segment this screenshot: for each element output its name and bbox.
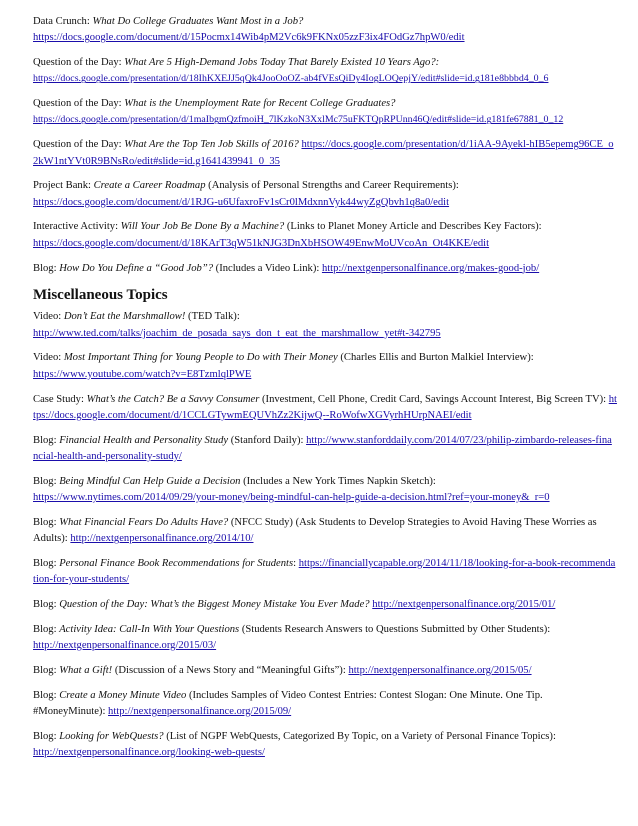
entry-link[interactable]: https://www.nytimes.com/2014/09/29/your-money/being-mindful-can-help-guide-a-decision.html?ref=your-money&_r=0	[33, 492, 550, 504]
resource-entry	[33, 392, 617, 425]
entry-type: Interactive Activity:	[33, 221, 121, 233]
entry-type: Blog:	[33, 599, 60, 611]
entry-link[interactable]: https://www.youtube.com/watch?v=E8TzmlqlPWE	[33, 368, 252, 380]
entry-title: What Are the Top Ten Job Skills of 2016?	[124, 139, 299, 151]
entry-link[interactable]: http://nextgenpersonalfinance.org/2015/05/	[348, 664, 532, 676]
entry-link[interactable]: http://nextgenpersonalfinance.org/2015/01/	[372, 599, 556, 611]
resource-entry	[33, 219, 617, 252]
entry-link[interactable]: https://docs.google.com/presentation/d/1iAA-9Ayekl-hIB5epemg96CE_o2kW1ntYVt0R9BNsRo/edit#slide=id.g1641439941_0_35	[33, 139, 614, 167]
entry-link[interactable]: http://nextgenpersonalfinance.org/makes-good-job/	[321, 262, 540, 274]
entry-title: How Do You Define a “Good Job”?	[59, 262, 214, 274]
entry-type: Blog:	[33, 434, 60, 446]
resource-entry	[33, 729, 617, 762]
resource-entry	[33, 137, 617, 170]
entry-title: What’s the Catch? Be a Savvy Consumer	[86, 393, 260, 405]
entry-type: Video:	[33, 352, 64, 364]
entry-type: Blog:	[33, 623, 60, 635]
entry-title: What a Gift!	[59, 664, 113, 676]
resource-entry	[33, 556, 617, 589]
entry-link[interactable]: http://www.stanforddaily.com/2014/07/23/philip-zimbardo-releases-financial-health-and-personality-study/	[33, 434, 612, 462]
entry-desc: (Discussion of a News Story and “Meaningful Gifts”):	[112, 664, 349, 676]
entry-link[interactable]: https://docs.google.com/document/d/15Pocmx14Wib4pM2Vc6k9FKNx05zzF3ix4FOdGz7hpW0/edit	[33, 32, 465, 44]
entry-link[interactable]: https://docs.google.com/presentation/d/18IhKXEJJ5qQk4JooOoOZ-ab4fVEsQiDy4IogLOQepjY/edit#slide=id.g181e8bbbd4_0_6	[33, 73, 549, 85]
entry-title: Create a Money Minute Video	[59, 689, 187, 701]
entry-type: Question of the Day:	[33, 57, 125, 69]
entry-type: Blog:	[33, 689, 60, 701]
entry-title: Being Mindful Can Help Guide a Decision	[59, 475, 241, 487]
entry-desc: (TED Talk):	[185, 311, 240, 323]
entry-title: Will Your Job Be Done By a Machine?	[120, 221, 285, 233]
entry-link[interactable]: https://docs.google.com/document/d/1CCLGTywmEQUVhZz2KijwQ--RoWofwXGVyrhHUrpNAEI/edit	[33, 393, 617, 421]
entry-desc: :	[293, 557, 299, 569]
entry-link[interactable]: http://nextgenpersonalfinance.org/2015/03/	[33, 640, 217, 652]
entry-link[interactable]: https://docs.google.com/presentation/d/1maIbgmQzfmoiH_7lKzkoN3XxlMc75uFKTQpRPUnn46Q/edit#slide=id.g181fe67881_0_12	[33, 114, 564, 126]
entry-type: Blog:	[33, 516, 60, 528]
entry-link[interactable]: http://nextgenpersonalfinance.org/2015/09/	[108, 706, 292, 717]
entry-type: Case Study:	[33, 393, 87, 405]
entry-type: Data Crunch:	[33, 16, 93, 27]
entry-type: Blog:	[33, 262, 60, 274]
resource-entry	[33, 261, 617, 277]
resource-entry	[33, 309, 617, 342]
entry-link[interactable]: https://financiallycapable.org/2014/11/18/looking-for-a-book-recommendation-for-your-students/	[33, 557, 616, 586]
entry-desc: (Stanford Daily):	[228, 434, 307, 446]
entry-title: What Financial Fears Do Adults Have?	[59, 516, 229, 528]
resource-entry	[33, 688, 617, 721]
entry-type: Question of the Day:	[33, 98, 125, 110]
entry-title: Personal Finance Book Recommendations for Students	[59, 557, 294, 569]
entry-type: Video:	[33, 311, 64, 323]
entry-desc: (Investment, Cell Phone, Credit Card, Savings Account Interest, Big Screen TV):	[259, 393, 609, 405]
entry-title: Financial Health and Personality Study	[59, 434, 229, 446]
entry-title: What Do College Graduates Want Most in a Job?	[92, 16, 304, 27]
entry-desc: (List of NGPF WebQuests, Categorized By Topic, on a Variety of Personal Finance Topics):	[163, 730, 556, 742]
resource-entry	[33, 622, 617, 655]
section-heading: Miscellaneous Topics	[33, 287, 168, 304]
entry-desc: (Students Research Answers to Questions Submitted by Other Students):	[239, 623, 551, 635]
entry-link[interactable]: https://docs.google.com/document/d/18KArT3qW51kNJG3DnXbHSOW49EnwMoUVcoAn_Ot4KKE/edit	[33, 237, 490, 249]
resource-entry	[33, 474, 617, 507]
resource-entry	[33, 515, 617, 548]
entry-title: Looking for WebQuests?	[59, 730, 164, 742]
entry-title: Create a Career Roadmap	[93, 180, 206, 192]
resource-entry	[33, 597, 617, 613]
entry-desc: (NFCC Study) (Ask Students to Develop Strategies to Avoid Having These Worries as Adults):	[33, 516, 597, 545]
entry-title: Don’t Eat the Marshmallow!	[63, 311, 186, 323]
entry-desc: (Links to Planet Money Article and Describes Key Factors):	[284, 221, 542, 233]
entry-desc: (Includes a Video Link):	[213, 262, 322, 274]
resource-entry	[33, 350, 617, 383]
entry-link[interactable]: http://www.ted.com/talks/joachim_de_posada_says_don_t_eat_the_marshmallow_yet#t-342795	[33, 327, 441, 339]
resource-entry	[33, 178, 617, 211]
resource-entry	[33, 433, 617, 466]
entry-title: What is the Unemployment Rate for Recent College Graduates?	[124, 98, 396, 110]
entry-type: Project Bank:	[33, 180, 94, 192]
entry-desc: (Analysis of Personal Strengths and Career Requirements):	[205, 180, 459, 192]
resource-entry	[33, 55, 617, 88]
entry-type: Blog:	[33, 557, 60, 569]
entry-title: Most Important Thing for Young People to Do with Their Money	[63, 352, 338, 364]
entry-desc: (Includes Samples of Video Contest Entries: Contest Slogan: One Minute. One Tip. #MoneyMinute):	[33, 689, 543, 717]
resource-entry	[33, 14, 617, 47]
entry-link[interactable]: https://docs.google.com/document/d/1RJG-u6UfaxroFv1sCr0lMdxnnVyk44wyZgQbvh1q8a0/edit	[33, 196, 450, 208]
resource-entry	[33, 663, 617, 679]
entry-type: Blog:	[33, 475, 60, 487]
entry-type: Blog:	[33, 730, 60, 742]
entry-desc: (Charles Ellis and Burton Malkiel Interview):	[337, 352, 534, 364]
entry-type: Question of the Day:	[33, 139, 125, 151]
entry-link[interactable]: http://nextgenpersonalfinance.org/2014/10/	[70, 533, 254, 545]
entry-title: Question of the Day: What’s the Biggest Money Mistake You Ever Made?	[59, 599, 370, 611]
entry-title: Activity Idea: Call-In With Your Questions	[59, 623, 240, 635]
entry-type: Blog:	[33, 664, 60, 676]
entry-title: What Are 5 High-Demand Jobs Today That Barely Existed 10 Years Ago?:	[124, 57, 440, 69]
entry-link[interactable]: http://nextgenpersonalfinance.org/looking-web-quests/	[33, 747, 265, 759]
resource-entry	[33, 96, 617, 129]
document-page	[33, 14, 617, 770]
entry-desc: (Includes a New York Times Napkin Sketch):	[240, 475, 436, 487]
